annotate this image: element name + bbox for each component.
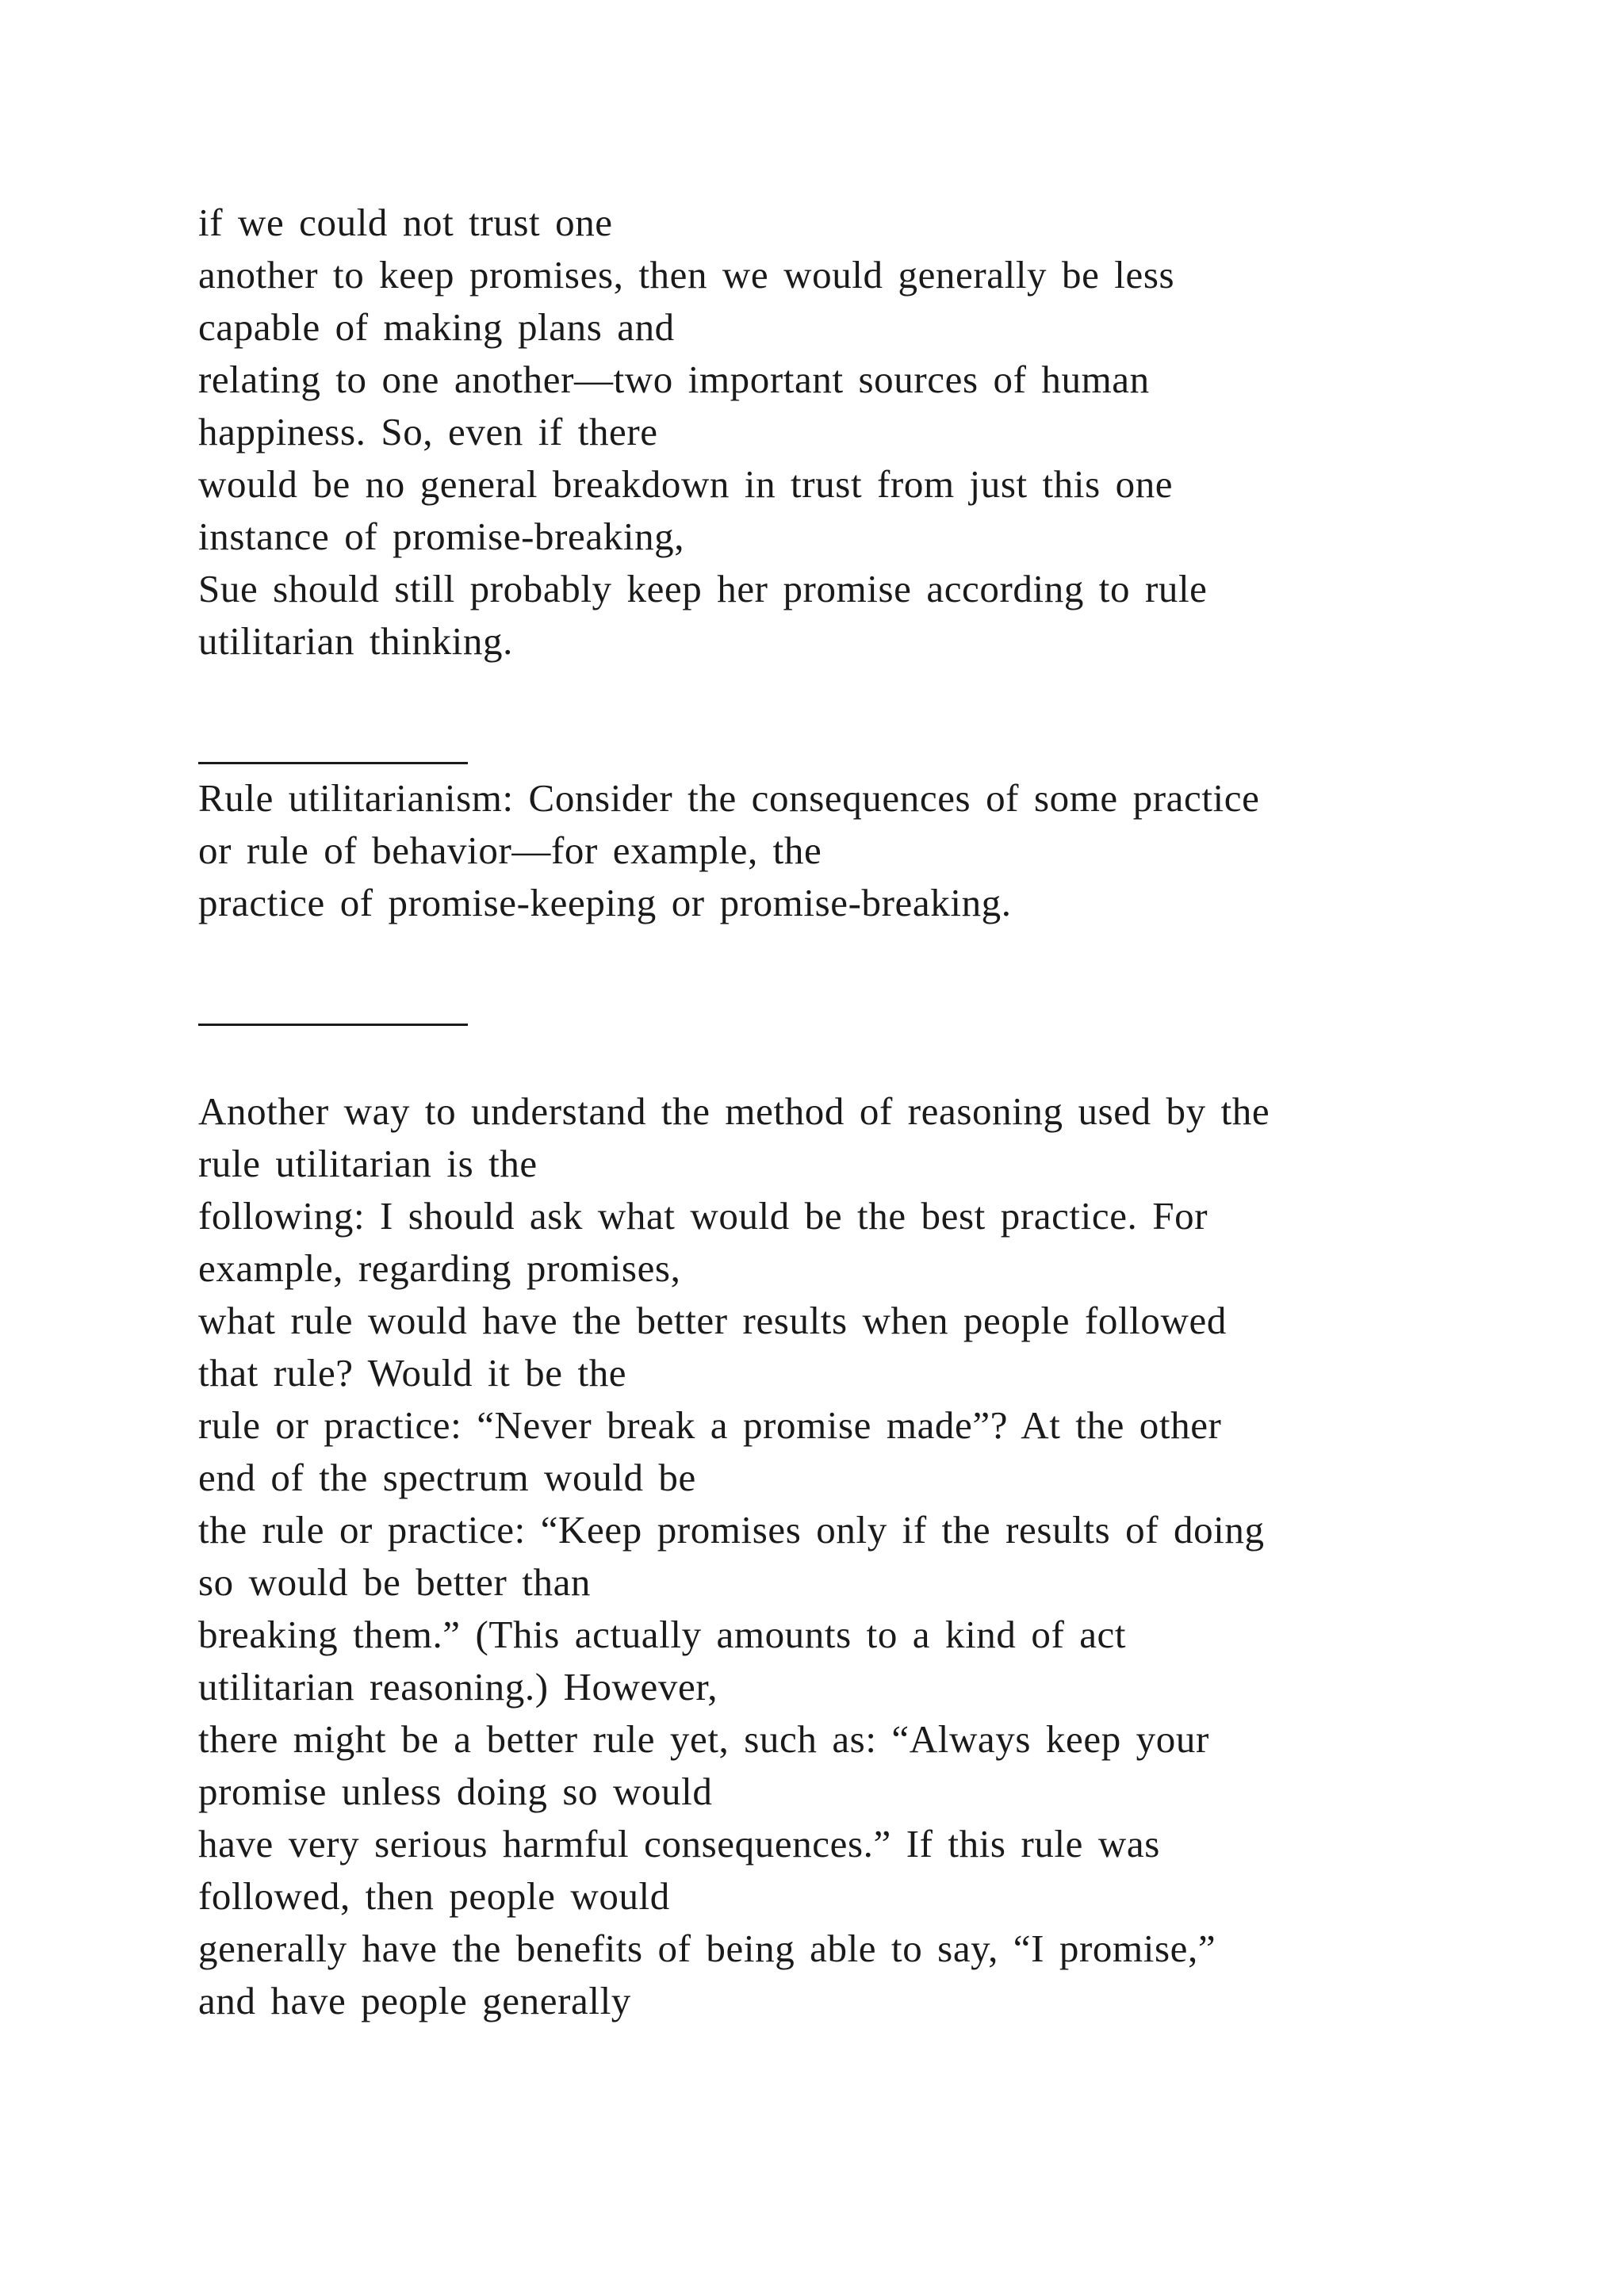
text-line: if we could not trust one [198, 201, 613, 244]
text-line: Another way to understand the method of reasoning used by the [198, 1089, 1270, 1133]
text-line: or rule of behavior—for example, the [198, 828, 822, 872]
text-line: have very serious harmful consequences.” If this rule was [198, 1822, 1160, 1866]
paragraph-best-practice [198, 1085, 1562, 2027]
text-line: end of the spectrum would be [198, 1456, 696, 1499]
text-line: that rule? Would it be the [198, 1351, 627, 1395]
text-line: rule or practice: “Never break a promise made”? At the other [198, 1403, 1222, 1447]
text-line: following: I should ask what would be the best practice. For [198, 1194, 1208, 1238]
text-line: and have people generally [198, 1979, 631, 2022]
definition-rule-utilitarianism [198, 772, 1562, 929]
text-line: followed, then people would [198, 1874, 670, 1918]
text-line: would be no general breakdown in trust from just this one [198, 462, 1174, 506]
text-line: Rule utilitarianism: Consider the consequences of some practice [198, 776, 1260, 820]
text-line: Sue should still probably keep her promise according to rule [198, 567, 1208, 610]
text-line: generally have the benefits of being able to say, “I promise,” [198, 1927, 1216, 1970]
text-line: example, regarding promises, [198, 1246, 681, 1290]
text-line: practice of promise-keeping or promise-breaking. [198, 881, 1012, 924]
text-line: relating to one another—two important sources of human [198, 358, 1150, 401]
text-line: what rule would have the better results when people followed [198, 1299, 1227, 1342]
text-line: happiness. So, even if there [198, 410, 658, 453]
separator-rule-top [198, 762, 468, 764]
paragraph-promises-trust [198, 197, 1562, 668]
text-line: there might be a better rule yet, such as: “Always keep your [198, 1717, 1209, 1761]
text-line: utilitarian thinking. [198, 619, 513, 663]
text-line: capable of making plans and [198, 305, 675, 349]
text-line: another to keep promises, then we would generally be less [198, 253, 1175, 297]
text-line: so would be better than [198, 1560, 592, 1604]
text-line: the rule or practice: “Keep promises only if the results of doing [198, 1508, 1265, 1552]
separator-rule-bottom [198, 1024, 468, 1026]
text-line: breaking them.” (This actually amounts to a kind of act [198, 1613, 1127, 1656]
text-line: promise unless doing so would [198, 1770, 713, 1813]
text-line: rule utilitarian is the [198, 1142, 538, 1185]
text-line: utilitarian reasoning.) However, [198, 1665, 718, 1709]
text-line: instance of promise-breaking, [198, 515, 685, 558]
